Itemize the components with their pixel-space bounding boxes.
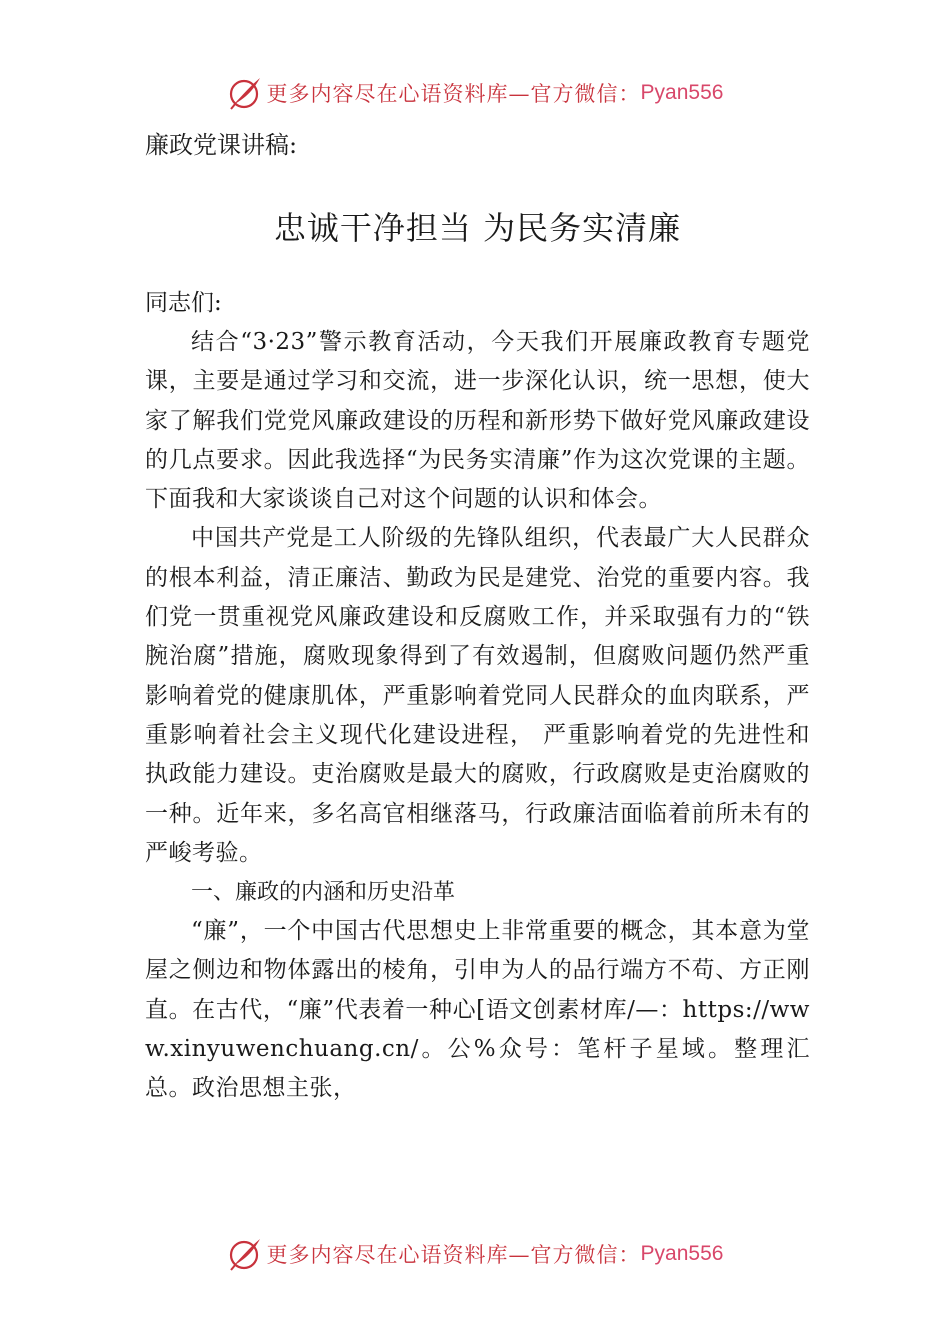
header-banner xyxy=(0,73,950,113)
document-label: 廉政党课讲稿: xyxy=(145,131,298,159)
document-body xyxy=(145,126,810,1109)
quill-logo-icon xyxy=(227,1236,263,1272)
document-title: 忠诚干净担当 为民务实清廉 xyxy=(273,209,682,247)
paragraph-section-one: “廉”，一个中国古代思想史上非常重要的概念，其本意为堂屋之侧边和物体露出的棱角，引申为人的品行端方不苟、方正刚直。在古代，“廉”代表着一种心[语文创素材库/—：https://www.xinyuwenchuang.cn/。公%众号：笔杆子星域。整理汇总。政治思想主张， xyxy=(145,918,810,1102)
banner-slogan: 更多内容尽在心语资料库—官方微信： xyxy=(266,1243,641,1267)
banner-slogan: 更多内容尽在心语资料库—官方微信： xyxy=(266,82,641,106)
footer-banner xyxy=(0,1234,950,1274)
paragraph-party: 中国共产党是工人阶级的先锋队组织，代表最广大人民群众的根本利益，清正廉洁、勤政为民是建党、治党的重要内容。我们党一贯重视党风廉政建设和反腐败工作，并采取强有力的“铁腕治腐”措施，腐败现象得到了有效遏制，但腐败问题仍然严重影响着党的健康肌体，严重影响着党同人民群众的血肉联系，严重影响着社会主义现代化建设进程， 严重影响着党的先进性和执政能力建设。吏治腐败是最大的腐败，行政腐败是吏治腐败的一种。近年来，多名高官相继落马，行政廉洁面临着前所未有的严峻考验。 xyxy=(145,525,810,866)
section-heading: 一、廉政的内涵和历史沿革 xyxy=(191,880,456,906)
banner-wechat-id: Pyan556 xyxy=(640,1242,724,1265)
salutation: 同志们: xyxy=(145,290,222,316)
paragraph-intro: 结合“3·23”警示教育活动，今天我们开展廉政教育专题党课，主要是通过学习和交流，进一步深化认识，统一思想，使大家了解我们党党风廉政建设的历程和新形势下做好党风廉政建设的几点要求。因此我选择“为民务实清廉”作为这次党课的主题。下面我和大家谈谈自己对这个问题的认识和体会。 xyxy=(145,329,810,513)
banner-wechat-id: Pyan556 xyxy=(640,81,724,104)
quill-logo-icon xyxy=(227,75,263,111)
